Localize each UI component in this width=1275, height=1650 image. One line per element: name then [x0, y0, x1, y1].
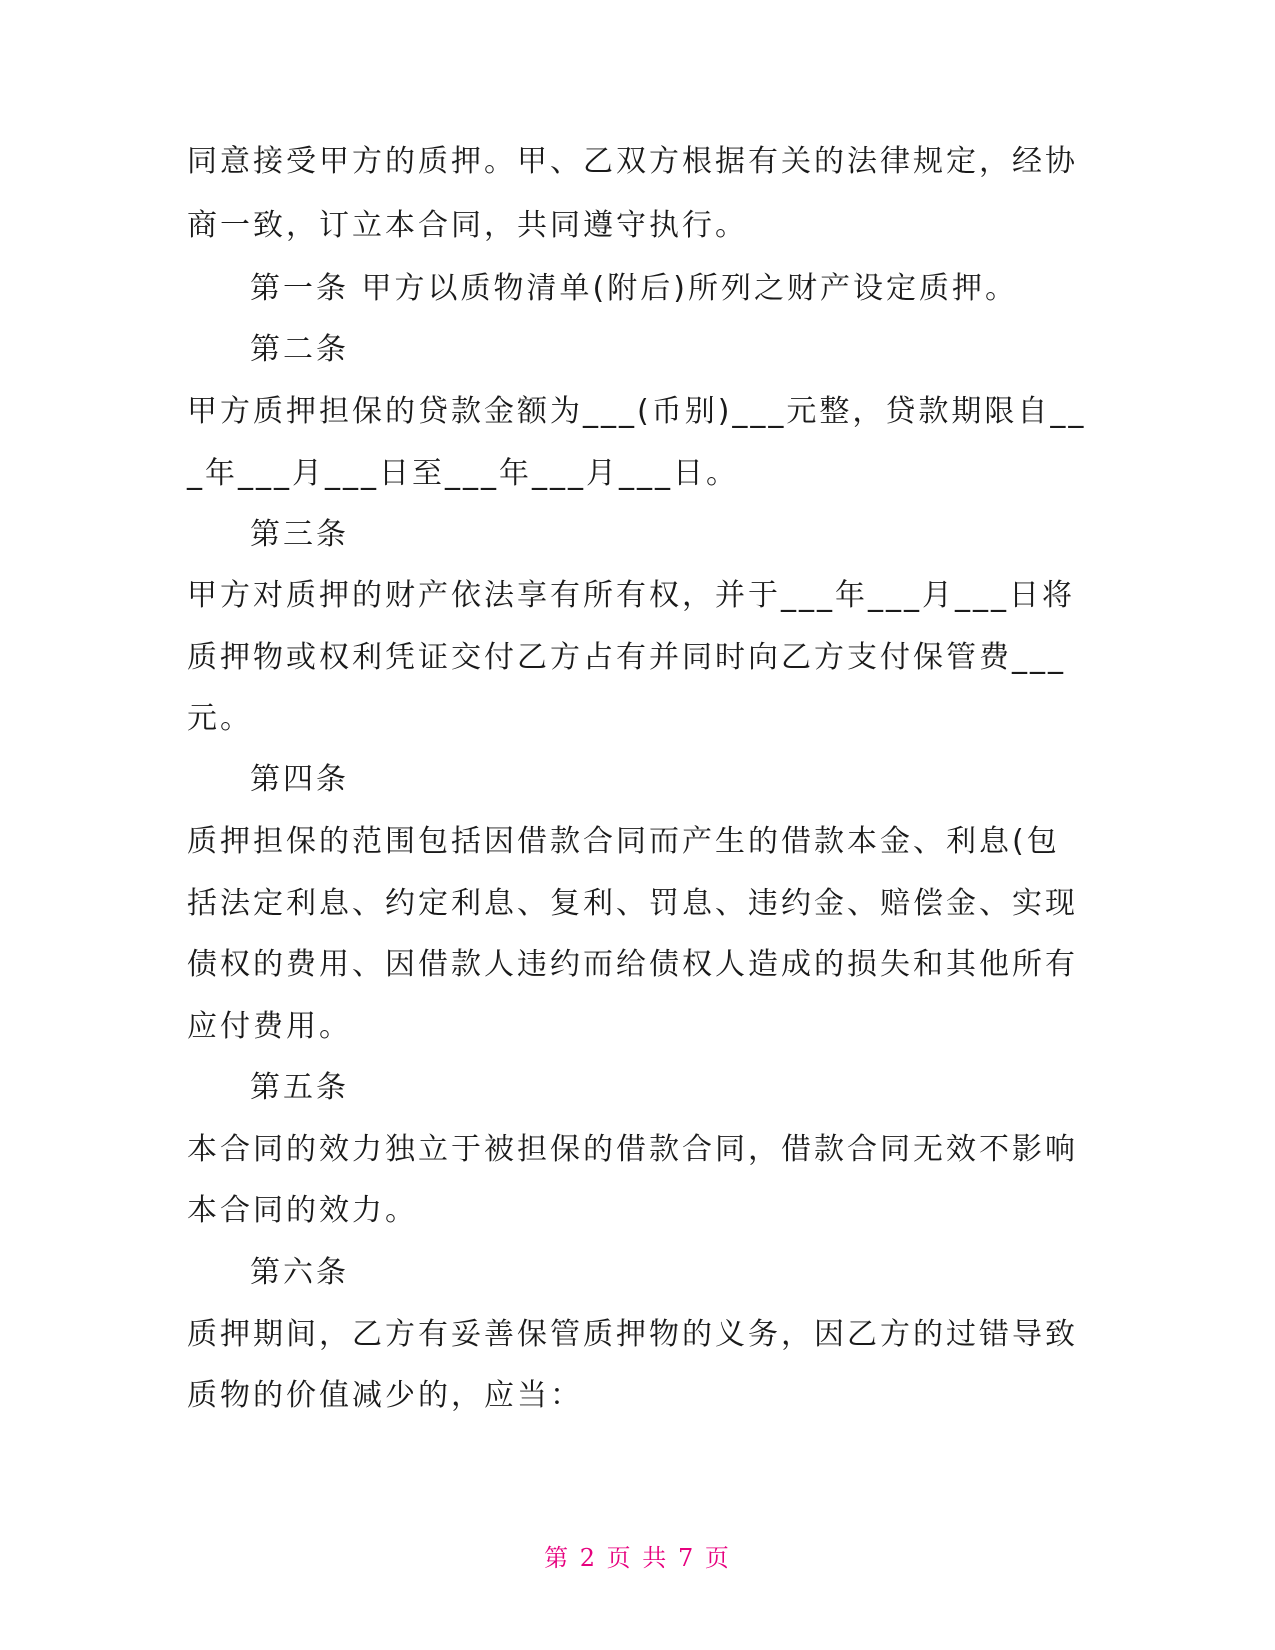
clause-6-heading: 第六条 [250, 1255, 349, 1290]
body-text-line: 质押期间，乙方有妥善保管质押物的义务，因乙方的过错导致 [187, 1317, 1078, 1352]
body-text-line: 元。 [187, 701, 253, 736]
body-text-line: 质物的价值减少的，应当： [187, 1378, 583, 1413]
clause-5-heading: 第五条 [250, 1070, 349, 1105]
clause-3-heading: 第三条 [250, 517, 349, 552]
body-text-line: 甲方对质押的财产依法享有所有权，并于___年___月___日将 [187, 578, 1075, 613]
body-text-line: 债权的费用、因借款人违约而给债权人造成的损失和其他所有 [187, 947, 1078, 982]
body-text-line: 应付费用。 [187, 1009, 352, 1044]
page-number-footer: 第 2 页 共 7 页 [544, 1544, 731, 1572]
body-text-line: 质押物或权利凭证交付乙方占有并同时向乙方支付保管费___ [187, 640, 1066, 675]
body-text-line: 商一致，订立本合同，共同遵守执行。 [187, 208, 748, 243]
clause-4-heading: 第四条 [250, 762, 349, 797]
body-text-line: 括法定利息、约定利息、复利、罚息、违约金、赔偿金、实现 [187, 886, 1078, 921]
body-text-line: 甲方质押担保的贷款金额为___(币别)___元整，贷款期限自__ [187, 394, 1087, 429]
body-text-line: 质押担保的范围包括因借款合同而产生的借款本金、利息(包 [187, 824, 1060, 859]
body-text-line: 同意接受甲方的质押。甲、乙双方根据有关的法律规定，经协 [187, 144, 1078, 179]
body-text-line: 本合同的效力独立于被担保的借款合同，借款合同无效不影响 [187, 1132, 1078, 1167]
body-text-line: 本合同的效力。 [187, 1193, 418, 1228]
clause-1-line: 第一条 甲方以质物清单(附后)所列之财产设定质押。 [250, 271, 1018, 306]
clause-2-heading: 第二条 [250, 332, 349, 367]
body-text-line: _年___月___日至___年___月___日。 [187, 456, 739, 491]
